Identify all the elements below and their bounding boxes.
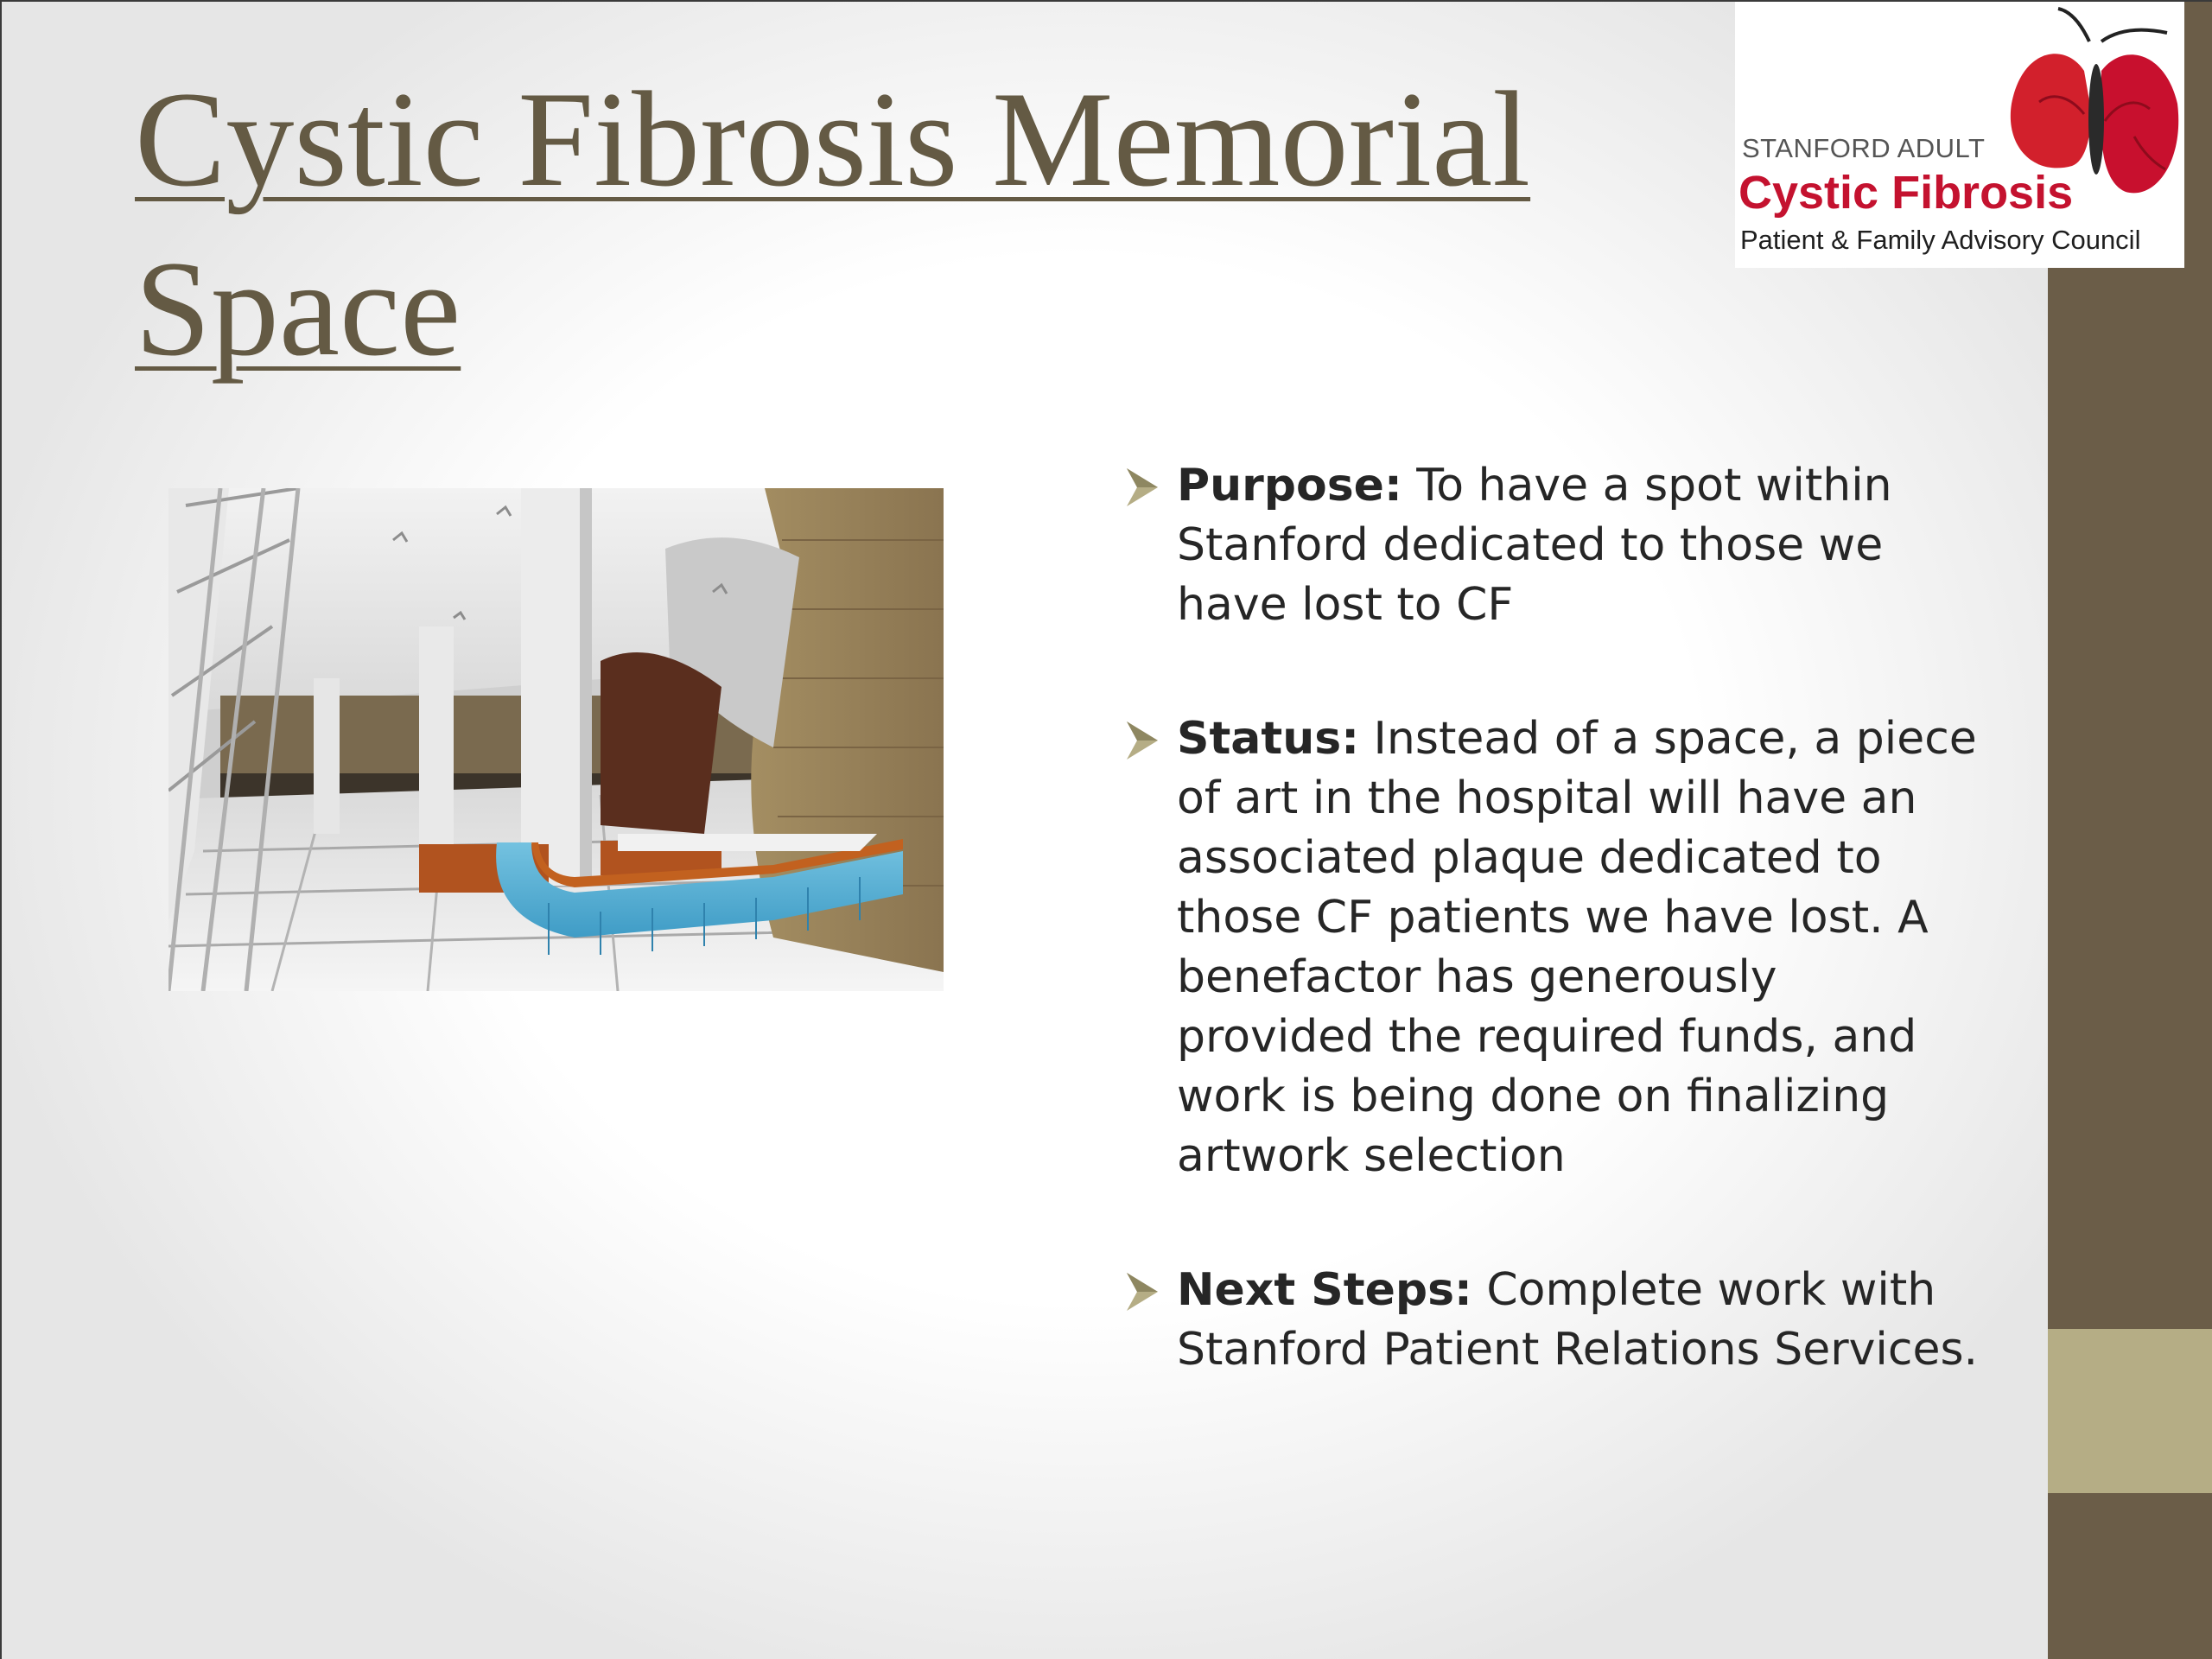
logo-line-advisory-council: Patient & Family Advisory Council xyxy=(1740,225,2141,255)
logo-line-cystic-fibrosis: Cystic Fibrosis xyxy=(1738,167,2074,219)
bullet-label: Status: xyxy=(1177,713,1360,765)
bullet-next-steps xyxy=(1122,1261,1986,1380)
bullet-status xyxy=(1122,709,1986,1186)
slide-title: Cystic Fibrosis Memorial Space xyxy=(135,64,1531,385)
bullet-text: To have a spot within Stanford dedicated to those we have lost to CF xyxy=(1177,460,1892,631)
logo-line-stanford-adult: STANFORD ADULT xyxy=(1742,133,1986,163)
arrow-bullet-icon xyxy=(1125,463,1160,512)
arrow-bullet-icon xyxy=(1125,716,1160,765)
bullet-label: Purpose: xyxy=(1177,460,1402,512)
bullet-label: Next Steps: xyxy=(1177,1264,1472,1316)
hospital-lobby-photo xyxy=(168,488,944,991)
stanford-cf-logo xyxy=(1735,2,2184,268)
bullet-text: Complete work with Stanford Patient Relations Services. xyxy=(1177,1264,1979,1376)
bullet-list xyxy=(1122,456,1986,1454)
side-accent-band xyxy=(2048,1329,2212,1493)
arrow-bullet-icon xyxy=(1125,1268,1160,1316)
bullet-purpose xyxy=(1122,456,1986,635)
bullet-text: Instead of a space, a piece of art in the hospital will have an associated plaque dedicated to those CF patients we have lost. A benefactor has generously provided the required funds, and work is being done on finalizing artwork selection xyxy=(1177,713,1977,1182)
